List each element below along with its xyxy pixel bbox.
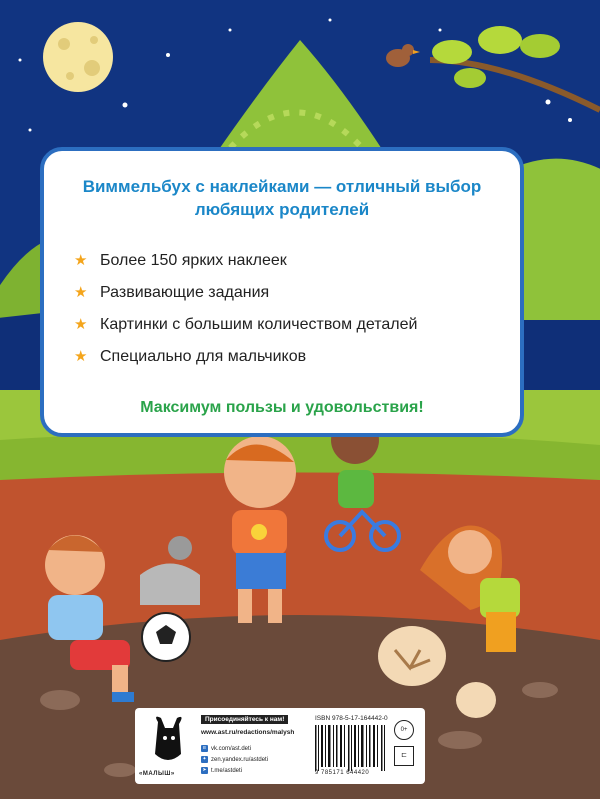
feature-item: ★ Картинки с большим количеством деталей (74, 316, 418, 333)
publisher-panel (135, 708, 425, 784)
card-title-line1: Виммельбух с наклейками — отличный выбор (82, 177, 482, 196)
age-rating-badge: 0+ (394, 720, 414, 740)
moon (43, 22, 113, 92)
vk-icon: в (201, 745, 208, 752)
publisher-logo-text: «МАЛЫШ» (139, 771, 175, 777)
feature-list (74, 245, 417, 373)
publisher-logo-icon (143, 714, 193, 776)
product-mark-icon: ⊏ (394, 746, 414, 766)
website-link[interactable]: www.ast.ru/redactions/malysh (201, 729, 295, 736)
star-bullet-icon: ★ (74, 252, 88, 269)
barcode (315, 725, 387, 771)
join-banner: Присоединяйтесь к нам! (201, 715, 288, 724)
zen-icon: ✦ (202, 756, 207, 762)
star-bullet-icon: ★ (74, 316, 88, 333)
slogan: Максимум пользы и удовольствия! (140, 399, 424, 416)
isbn-text: ISBN 978-5-17-164442-0 (315, 715, 388, 722)
card-title (44, 175, 520, 221)
social-links (201, 743, 268, 776)
feature-item: ★ Более 150 ярких наклеек (74, 252, 287, 269)
soccer-ball (142, 613, 190, 661)
star-bullet-icon: ★ (74, 348, 88, 365)
barcode-number: 9 785171 644420 (315, 770, 370, 776)
star-bullet-icon: ★ (74, 284, 88, 301)
feature-item: ★ Развивающие задания (74, 284, 270, 301)
social-link-vk[interactable]: в vk.com/ast.deti (201, 743, 268, 754)
telegram-icon: ➤ (202, 767, 207, 773)
social-link-zen[interactable]: ✦ zen.yandex.ru/astdeti (202, 756, 269, 763)
feature-item: ★ Специально для мальчиков (74, 348, 307, 365)
card-title-line2: любящих родителей (194, 200, 370, 219)
info-card (40, 147, 524, 437)
social-link-telegram[interactable]: ➤ t.me/astdeti (202, 767, 243, 774)
